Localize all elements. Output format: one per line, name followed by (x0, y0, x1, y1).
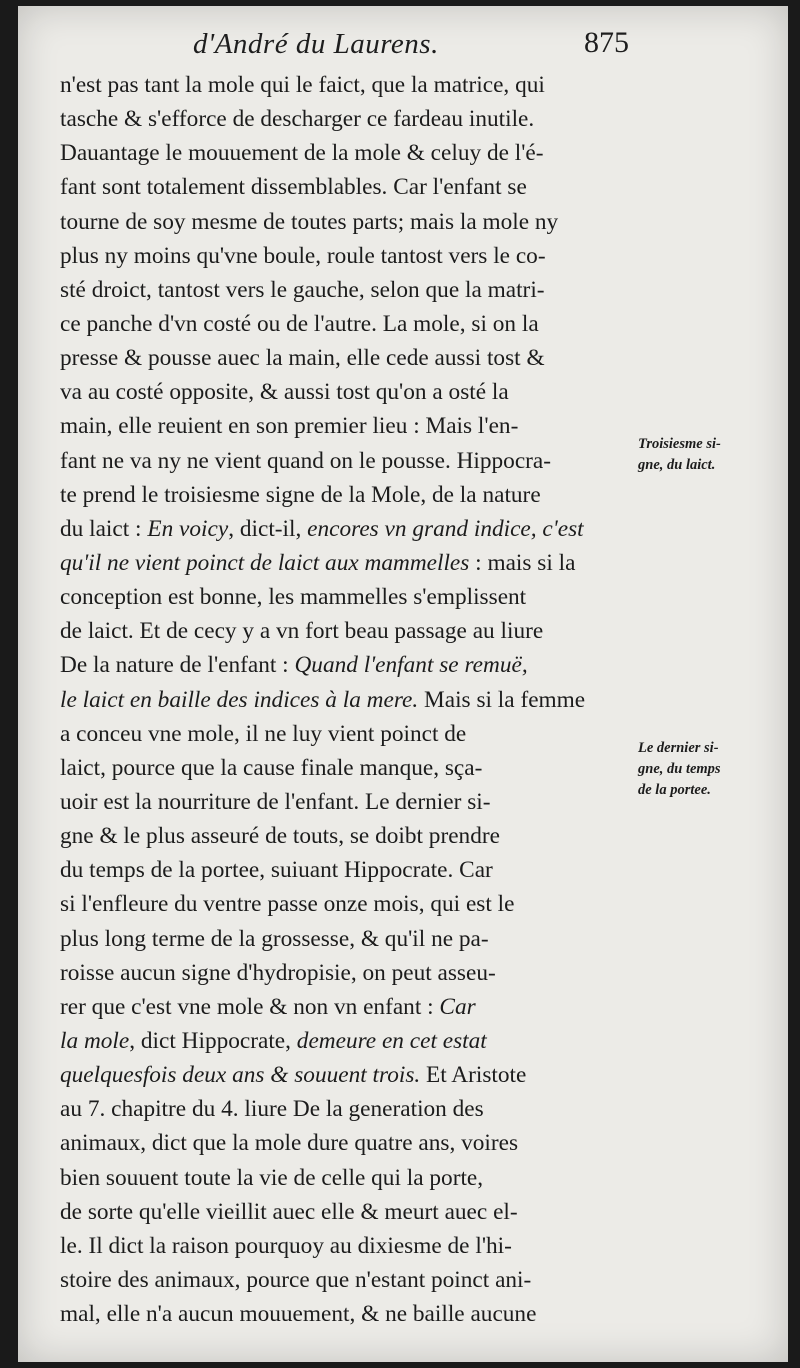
text-run: Mais si la femme (418, 686, 586, 713)
italic-run: demeure en cet estat (296, 1027, 487, 1054)
text-run: presse & pousse auec la main, elle cede aussi tost & (60, 345, 545, 372)
text-line (60, 648, 645, 682)
text-line (60, 683, 645, 717)
text-line (60, 273, 645, 307)
text-line (60, 853, 645, 887)
text-run: te prend le troisiesme signe de la Mole, de la nature (60, 481, 541, 508)
text-run: plus ny moins qu'vne boule, roule tantost vers le co- (60, 242, 546, 269)
text-run: le. Il dict la raison pourquoy au dixiesme de l'hi- (60, 1232, 512, 1259)
text-run: sté droict, tantost vers le gauche, selon que la matri- (60, 276, 545, 303)
text-run: si l'enfleure du ventre passe onze mois, qui est le (60, 891, 515, 918)
margin-note-line: Troisiesme si- (638, 436, 721, 452)
margin-note-line: gne, du temps (638, 761, 721, 777)
margin-note-last-sign (638, 738, 783, 801)
text-line (60, 205, 645, 239)
italic-run: le laict en baille des indices à la mere. (60, 686, 419, 713)
text-run: va au costé opposite, & aussi tost qu'on a osté la (60, 379, 509, 406)
running-title: d'André du Laurens. (193, 28, 439, 60)
text-run: du temps de la portee, suiuant Hippocrate. Car (60, 857, 493, 884)
margin-note-third-sign (638, 434, 783, 476)
text-line (60, 1024, 645, 1058)
text-run: fant sont totalement dissemblables. Car l'enfant se (60, 174, 527, 201)
margin-note-line: gne, du laict. (638, 457, 716, 473)
italic-run: En voicy (147, 515, 229, 542)
text-run: roisse aucun signe d'hydropisie, on peut asseu- (60, 959, 496, 986)
text-line (60, 546, 645, 580)
text-run: stoire des animaux, pource que n'estant poinct ani- (60, 1266, 532, 1293)
text-line (60, 512, 645, 546)
text-line (60, 307, 645, 341)
text-line (60, 478, 645, 512)
text-line (60, 580, 645, 614)
text-line (60, 785, 645, 819)
text-line (60, 1058, 645, 1092)
text-line (60, 751, 645, 785)
text-line (60, 1263, 645, 1297)
text-run: plus long terme de la grossesse, & qu'il ne pa- (60, 925, 489, 952)
text-line (60, 1195, 645, 1229)
italic-run: qu'il ne vient poinct de laict aux mammelles (60, 549, 470, 576)
text-line (60, 444, 645, 478)
margin-note-line: Le dernier si- (638, 740, 719, 756)
text-line (60, 1161, 645, 1195)
text-run: Dauantage le mouuement de la mole & celuy de l'é- (60, 140, 544, 167)
page-number: 875 (584, 26, 629, 59)
text-line (60, 136, 645, 170)
text-run: laict, pource que la cause finale manque, sça- (60, 754, 483, 781)
text-run: tourne de soy mesme de toutes parts; mais la mole ny (60, 208, 559, 235)
text-run: au 7. chapitre du 4. liure De la generation des (60, 1096, 484, 1123)
text-line (60, 375, 645, 409)
text-run: tasche & s'efforce de descharger ce fardeau inutile. (60, 106, 535, 133)
text-run: animaux, dict que la mole dure quatre ans, voires (60, 1130, 519, 1157)
text-run: main, elle reuient en son premier lieu : Mais l'en- (60, 413, 519, 440)
book-page (18, 6, 788, 1362)
text-run: ce panche d'vn costé ou de l'autre. La mole, si on la (60, 310, 539, 337)
text-run: rer que c'est vne mole & non vn enfant : (60, 993, 440, 1020)
text-line (60, 1092, 645, 1126)
text-line (60, 887, 645, 921)
text-run: conception est bonne, les mammelles s'emplissent (60, 584, 527, 611)
italic-run: quelquesfois deux ans & souuent trois. (60, 1062, 421, 1089)
text-run: de sorte qu'elle vieillit auec elle & meurt auec el- (60, 1198, 518, 1225)
text-line (60, 68, 645, 102)
text-run: , dict Hippocrate, (129, 1027, 297, 1054)
text-run: fant ne va ny ne vient quand on le pousse. Hippocra- (60, 447, 552, 474)
text-line (60, 819, 645, 853)
text-line (60, 170, 645, 204)
text-run: mal, elle n'a aucun mouuement, & ne baille aucune (60, 1301, 537, 1328)
text-run: : mais si la (469, 549, 576, 576)
text-line (60, 614, 645, 648)
text-run: uoir est la nourriture de l'enfant. Le dernier si- (60, 788, 491, 815)
text-run: , dict-il, (228, 515, 308, 542)
italic-run: encores vn grand indice, c'est (307, 515, 584, 542)
text-line (60, 1229, 645, 1263)
text-line (60, 1126, 645, 1160)
text-line (60, 922, 645, 956)
italic-run: Car (439, 993, 476, 1020)
margin-note-line: de la portee. (638, 782, 711, 798)
text-line (60, 717, 645, 751)
text-line (60, 102, 645, 136)
text-run: gne & le plus asseuré de touts, se doibt prendre (60, 823, 500, 850)
text-run: du laict : (60, 515, 148, 542)
text-line (60, 409, 645, 443)
text-line (60, 990, 645, 1024)
italic-run: la mole (60, 1027, 130, 1054)
body-text (60, 68, 645, 1331)
text-run: a conceu vne mole, il ne luy vient poinct de (60, 720, 467, 747)
text-line (60, 1297, 645, 1331)
text-line (60, 341, 645, 375)
page-header (18, 18, 788, 68)
text-line (60, 239, 645, 273)
text-run: bien souuent toute la vie de celle qui la porte, (60, 1164, 484, 1191)
text-run: de laict. Et de cecy y a vn fort beau passage au liure (60, 618, 544, 645)
text-run: Et Aristote (420, 1062, 527, 1089)
text-run: De la nature de l'enfant : (60, 652, 295, 679)
italic-run: Quand l'enfant se remuë, (294, 652, 528, 679)
text-run: n'est pas tant la mole qui le faict, que la matrice, qui (60, 72, 545, 98)
text-line (60, 956, 645, 990)
